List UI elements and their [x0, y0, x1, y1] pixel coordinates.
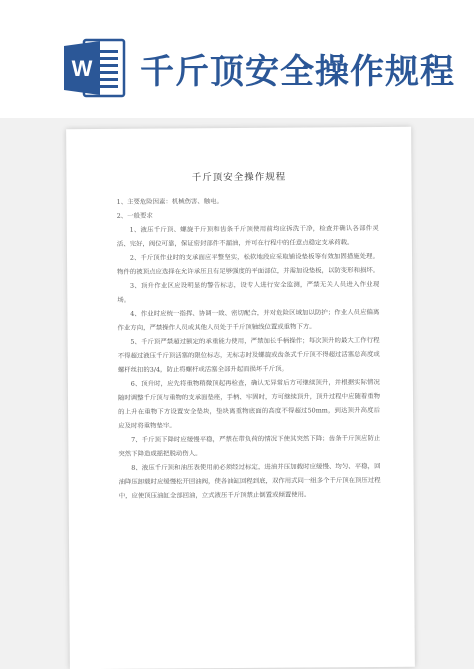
document-paragraph: 7、千斤顶下降时应缓慢平稳，严禁在带负荷的情况下使其突然下降；齿条千斤顶应防止突然下降造成摇把脱动伤人。	[118, 434, 381, 458]
document-paragraph: 4、作业时应统一指挥、协调一致、密切配合，并对危险区域加以防护；作业人员应偏离作业方向，严禁操作人员或其他人员处于千斤顶轴线位置或重物下方。	[117, 308, 380, 332]
banner-header	[0, 0, 474, 118]
document-paragraph: 1、液压千斤顶、螺旋千斤顶和齿条千斤顶使用前均应拆洗干净，检查并确认各部件灵活、完好，阀位可靠，保证密封部件不漏油，并可在行程中的任意点稳定支承荷载。	[116, 224, 379, 248]
page-title: 千斤顶安全操作规程	[140, 52, 455, 92]
document-paragraph: 5、千斤顶严禁超过额定的承重能力使用，严禁加长手柄操作；每次顶升的最大工作行程不得超过液压千斤顶活塞的限位标志，无标志时及螺旋或齿条式千斤顶不得超过活塞总高度或螺杆丝扣的3/4，防止将螺杆或活塞全部升起而损坏千斤顶。	[117, 336, 380, 374]
word-document-icon	[62, 38, 128, 98]
document-line: 2、一般要求	[116, 211, 153, 220]
document-body	[117, 193, 381, 503]
document-paragraph: 3、顶升作业区应设明显的警告标志，设专人进行安全监测，严禁无关人员进入作业现场。	[117, 280, 380, 304]
document-line: 1、主要危险因素：机械伤害、触电。	[116, 197, 223, 206]
document-title: 千斤顶安全操作规程	[191, 171, 287, 184]
document-paragraph: 2、千斤顶作业时的支承面应平整坚实，松软地段应采取铺设垫板等有效加固措施处理。物件的被顶点应选择在允许承压且有足够强度的平面部位，并需加设垫板，以防变形和损坏。	[117, 252, 380, 276]
document-paragraph: 8、液压千斤顶和油压表使用前必须经过标定，进油并压加载时应缓慢、均匀、平稳，回油降压卸载时应缓慢松开回油阀，使各油缸回程到底，双作用式同一组多个千斤顶在顶压过程中，应使顶压油缸全部回油，立式液压千斤顶禁止倒置或倾置使用。	[118, 462, 381, 500]
word-icon-letter: W	[71, 56, 93, 81]
document-paragraph: 6、顶升时，应先将重物稍微顶起再检查，确认无异常后方可继续顶升，并根据实际情况随时调整千斤顶与重物的支承面垫座，手柄、牢固时，方可继续顶升，顶升过程中应随着重物的上升在重物下方设置安全垫块，垫块离重物底面的高度不得超过50mm，到达顶升高度后应及时将重物垫牢。	[117, 378, 381, 430]
document-page	[66, 127, 415, 669]
